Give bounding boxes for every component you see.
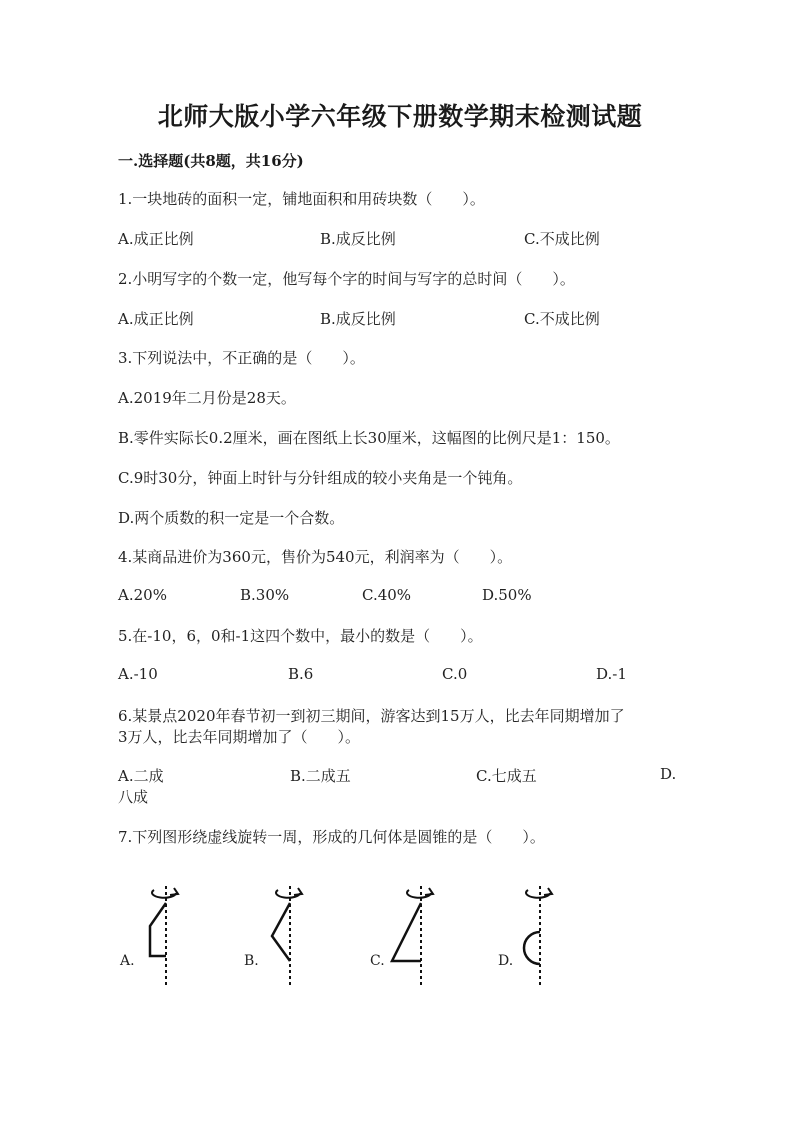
- question-5-option-b: B.6: [288, 665, 314, 683]
- question-2-option-a: A.成正比例: [118, 310, 194, 328]
- question-6-stem-line-2: 3万人，比去年同期增加了（ ）。: [118, 728, 361, 746]
- figure-c-arrow-head: [425, 888, 433, 895]
- question-5-stem: 5.在-10，6，0和-1这四个数中，最小的数是（ ）。: [118, 627, 483, 645]
- question-6-option-d: D.: [660, 765, 677, 783]
- question-3-option-a: A.2019年二月份是28天。: [118, 389, 296, 407]
- figure-b: [244, 886, 302, 988]
- question-2-option-b: B.成反比例: [320, 310, 396, 328]
- question-4-option-b: B.30%: [240, 586, 290, 604]
- question-7-stem: 7.下列图形绕虚线旋转一周，形成的几何体是圆锥的是（ ）。: [118, 828, 545, 846]
- question-1-stem: 1.一块地砖的面积一定，铺地面积和用砖块数（ ）。: [118, 190, 485, 208]
- figure-b-shape: [272, 903, 290, 961]
- rotation-figures-svg: [118, 876, 578, 996]
- figure-d-label: D.: [498, 953, 514, 969]
- section-heading: 一.选择题(共8题，共16分): [118, 152, 304, 170]
- question-3-option-b: B.零件实际长0.2厘米，画在图纸上长30厘米，这幅图的比例尺是1：150。: [118, 429, 620, 447]
- question-2-option-c: C.不成比例: [524, 310, 600, 328]
- figure-d: [498, 886, 552, 988]
- question-4-stem: 4.某商品进价为360元，售价为540元，利润率为（ ）。: [118, 548, 513, 566]
- figure-c-label: C.: [370, 953, 385, 969]
- question-6-option-c: C.七成五: [476, 767, 537, 785]
- question-1-option-c: C.不成比例: [524, 230, 600, 248]
- question-6-stem-line-1: 6.某景点2020年春节初一到初三期间，游客达到15万人，比去年同期增加了: [118, 707, 625, 725]
- question-3-option-d: D.两个质数的积一定是一个合数。: [118, 509, 345, 527]
- question-3-option-c: C.9时30分，钟面上时针与分针组成的较小夹角是一个钝角。: [118, 469, 523, 487]
- figure-c: [370, 886, 433, 988]
- figure-b-arrow-head: [294, 888, 302, 895]
- figure-a-arrow-head: [170, 888, 178, 895]
- question-5-option-d: D.-1: [596, 665, 627, 683]
- question-6-option-a: A.二成: [118, 767, 164, 785]
- question-2-stem: 2.小明写字的个数一定，他写每个字的时间与写字的总时间（ ）。: [118, 270, 575, 288]
- figure-d-arrow-head: [544, 888, 552, 895]
- question-5-option-c: C.0: [442, 665, 468, 683]
- figure-a-label: A.: [120, 953, 135, 969]
- question-4-option-d: D.50%: [482, 586, 532, 604]
- figure-a-shape: [150, 903, 166, 956]
- question-4-option-a: A.20%: [118, 586, 167, 604]
- figure-a: [119, 886, 178, 988]
- figure-b-label: B.: [244, 953, 259, 969]
- question-1-option-b: B.成反比例: [320, 230, 396, 248]
- question-1-option-a: A.成正比例: [118, 230, 194, 248]
- question-6-option-b: B.二成五: [290, 767, 351, 785]
- figure-d-shape: [524, 932, 540, 964]
- question-6-option-d-wrap: 八成: [118, 788, 149, 806]
- question-3-stem: 3.下列说法中，不正确的是（ ）。: [118, 349, 365, 367]
- figure-c-shape: [392, 903, 421, 961]
- rotation-figures: [118, 876, 578, 996]
- question-4-option-c: C.40%: [362, 586, 412, 604]
- question-5-option-a: A.-10: [118, 665, 158, 683]
- page-title: 北师大版小学六年级下册数学期末检测试题: [157, 102, 643, 131]
